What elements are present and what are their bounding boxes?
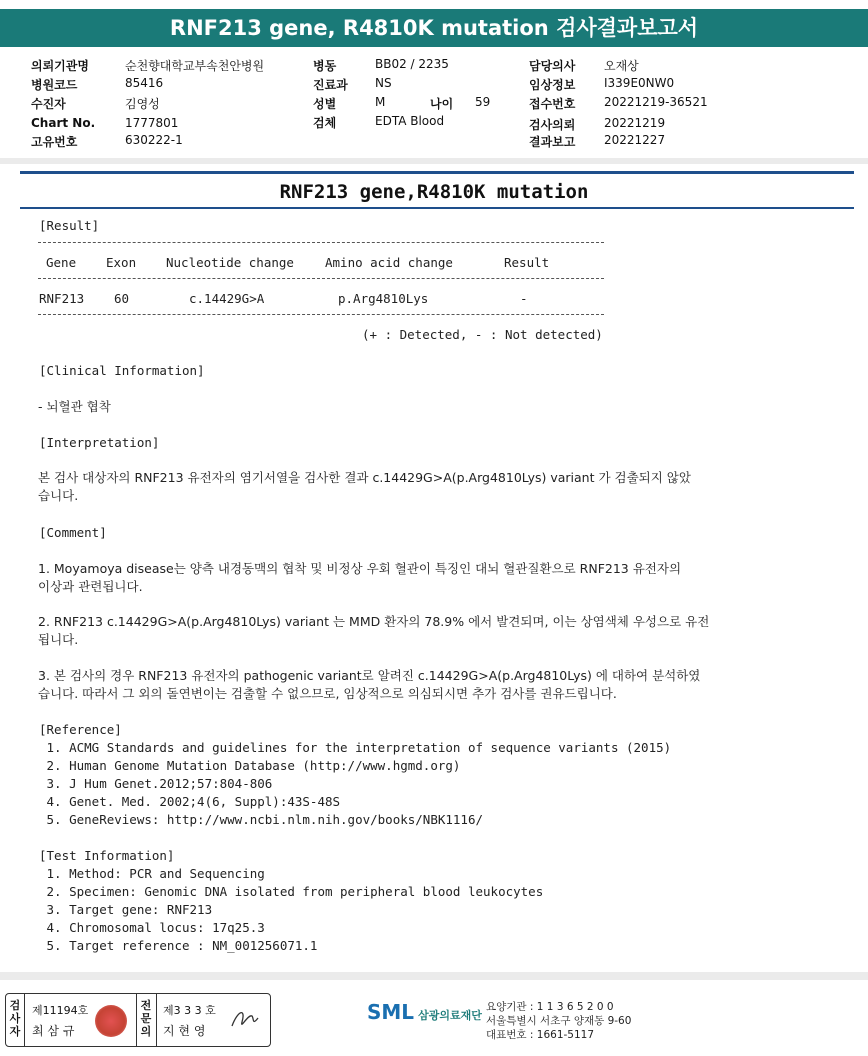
clinical-heading: [Clinical Information] bbox=[39, 363, 205, 378]
title-rule-top bbox=[20, 171, 854, 174]
table-rule bbox=[38, 278, 604, 279]
company-logo bbox=[367, 1000, 482, 1024]
inspector-name: 최 삼 규 bbox=[32, 1024, 75, 1038]
address-line: 서울특별시 서초구 양재동 9-60 bbox=[486, 1015, 632, 1027]
inspector-license: 제11194호 bbox=[32, 1004, 89, 1017]
age-label: 나이 bbox=[430, 97, 454, 111]
test-info-heading: [Test Information] bbox=[39, 848, 175, 863]
interpretation-line: 습니다. bbox=[38, 488, 79, 503]
inspector-label: 검사자 bbox=[9, 999, 21, 1038]
comment-line: 됩니다. bbox=[38, 632, 79, 647]
table-header-nucleotide: Nucleotide change bbox=[166, 255, 294, 270]
comment-heading: [Comment] bbox=[39, 525, 107, 540]
comment-line: 1. Moyamoya disease는 양측 내경동맥의 협착 및 비정상 우회 혈관이 특징인 대뇌 혈관질환으로 RNF213 유전자의 bbox=[38, 561, 682, 576]
seal-icon bbox=[95, 1005, 127, 1037]
info-label: 검체 bbox=[313, 116, 337, 130]
test-info-item: 4. Chromosomal locus: 17q25.3 bbox=[39, 920, 265, 935]
info-label: 수진자 bbox=[31, 97, 66, 111]
age-value: 59 bbox=[475, 95, 491, 109]
reference-item: 2. Human Genome Mutation Database (http://www.hgmd.org) bbox=[39, 758, 461, 773]
info-label: Chart No. bbox=[31, 116, 96, 130]
reference-item: 5. GeneReviews: http://www.ncbi.nlm.nih.gov/books/NBK1116/ bbox=[39, 812, 484, 827]
table-header-amino: Amino acid change bbox=[325, 255, 453, 270]
comment-line: 습니다. 따라서 그 외의 돌연변이는 검출할 수 없으므로, 임상적으로 의심되시면 추가 검사를 권유드립니다. bbox=[38, 686, 617, 701]
comment-line: 2. RNF213 c.14429G>A(p.Arg4810Lys) variant 는 MMD 환자의 78.9% 에서 발견되며, 이는 상염색체 우성으로 유전 bbox=[38, 614, 710, 629]
company-address bbox=[486, 1000, 631, 1042]
report-title: RNF213 gene,R4810K mutation bbox=[279, 181, 589, 203]
patient-info-panel bbox=[0, 52, 868, 162]
reference-heading: [Reference] bbox=[39, 722, 122, 737]
info-value: I339E0NW0 bbox=[604, 76, 675, 90]
reference-item: 1. ACMG Standards and guidelines for the interpretation of sequence variants (2015) bbox=[39, 740, 672, 755]
table-rule bbox=[38, 314, 604, 315]
info-label: 결과보고 bbox=[529, 135, 576, 149]
table-header-exon: Exon bbox=[106, 255, 137, 270]
info-value: 20221227 bbox=[604, 133, 666, 147]
info-label: 진료과 bbox=[313, 78, 348, 92]
table-cell-amino: p.Arg4810Lys bbox=[338, 291, 429, 306]
info-value: 20221219 bbox=[604, 116, 666, 130]
info-value: NS bbox=[375, 76, 392, 90]
info-label: 담당의사 bbox=[529, 59, 576, 73]
table-header-gene: Gene bbox=[46, 255, 77, 270]
approver-name: 지 현 영 bbox=[163, 1024, 206, 1038]
info-value: 김영성 bbox=[125, 97, 160, 111]
info-label: 성별 bbox=[313, 97, 337, 111]
test-info-item: 1. Method: PCR and Sequencing bbox=[39, 866, 265, 881]
info-value: 오재상 bbox=[604, 59, 639, 73]
approver-label: 전문의 bbox=[140, 999, 152, 1038]
reference-item: 4. Genet. Med. 2002;4(6, Suppl):43S-48S bbox=[39, 794, 341, 809]
info-label: 의뢰기관명 bbox=[31, 59, 89, 73]
title-rule-bottom bbox=[20, 207, 854, 209]
info-value: EDTA Blood bbox=[375, 114, 445, 128]
signature-icon bbox=[228, 1004, 264, 1034]
test-info-item: 2. Specimen: Genomic DNA isolated from peripheral blood leukocytes bbox=[39, 884, 544, 899]
logo-text: SML bbox=[367, 1000, 415, 1024]
info-value: 순천향대학교부속천안병원 bbox=[125, 59, 265, 73]
logo-subtitle: 삼광의료재단 bbox=[418, 1009, 482, 1022]
info-label: 병원코드 bbox=[31, 78, 78, 92]
divider bbox=[0, 158, 868, 164]
table-rule bbox=[38, 242, 604, 243]
info-value: BB02 / 2235 bbox=[375, 57, 449, 71]
info-label: 검사의뢰 bbox=[529, 118, 576, 132]
signature-box bbox=[5, 993, 271, 1047]
table-header-result: Result bbox=[504, 255, 550, 270]
footer-divider bbox=[0, 972, 868, 980]
info-label: 고유번호 bbox=[31, 135, 78, 149]
comment-line: 3. 본 검사의 경우 RNF213 유전자의 pathogenic variant로 알려진 c.14429G>A(p.Arg4810Lys) 에 대하여 분석하였 bbox=[38, 668, 701, 683]
report-header-title: RNF213 gene, R4810K mutation 검사결과보고서 bbox=[169, 16, 699, 40]
table-cell-gene: RNF213 bbox=[39, 291, 85, 306]
report-header bbox=[0, 9, 868, 47]
info-value: M bbox=[375, 95, 386, 109]
info-value: 630222-1 bbox=[125, 133, 183, 147]
approver-license: 제3 3 3 호 bbox=[163, 1004, 216, 1017]
test-info-item: 5. Target reference : NM_001256071.1 bbox=[39, 938, 318, 953]
table-cell-result: - bbox=[520, 291, 528, 306]
info-label: 병동 bbox=[313, 59, 337, 73]
info-value: 1777801 bbox=[125, 116, 179, 130]
test-info-item: 3. Target gene: RNF213 bbox=[39, 902, 213, 917]
table-cell-exon: 60 bbox=[114, 291, 130, 306]
result-heading: [Result] bbox=[39, 218, 100, 233]
address-line: 대표번호 : 1661-5117 bbox=[486, 1029, 595, 1041]
result-legend: (+ : Detected, - : Not detected) bbox=[362, 327, 603, 342]
table-cell-nucleotide: c.14429G>A bbox=[189, 291, 265, 306]
info-value: 85416 bbox=[125, 76, 164, 90]
address-line: 요양기관 : 1 1 3 6 5 2 0 0 bbox=[486, 1001, 614, 1013]
interpretation-heading: [Interpretation] bbox=[39, 435, 160, 450]
reference-item: 3. J Hum Genet.2012;57:804-806 bbox=[39, 776, 273, 791]
interpretation-line: 본 검사 대상자의 RNF213 유전자의 염기서열을 검사한 결과 c.14429G>A(p.Arg4810Lys) variant 가 검출되지 않았 bbox=[38, 470, 691, 485]
info-value: 20221219-36521 bbox=[604, 95, 708, 109]
info-label: 임상정보 bbox=[529, 78, 576, 92]
info-label: 접수번호 bbox=[529, 97, 576, 111]
comment-line: 이상과 관련됩니다. bbox=[38, 579, 143, 594]
clinical-text: - 뇌혈관 협착 bbox=[38, 399, 111, 414]
